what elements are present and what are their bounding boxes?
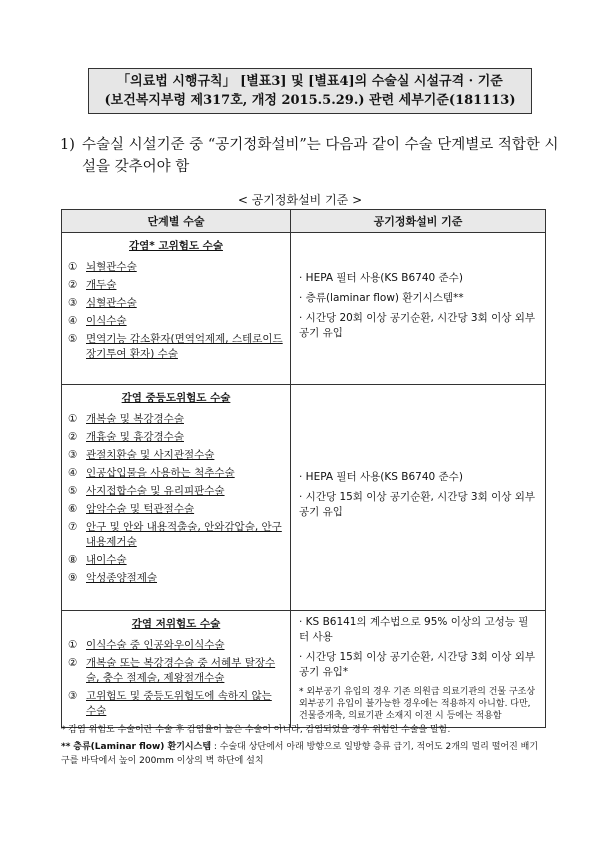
standard-line: · HEPA 필터 사용(KS B6740 준수) <box>299 272 463 284</box>
list-item <box>68 314 284 329</box>
standard-line: · KS B6141의 계수법으로 95% 이상의 고성능 필터 사용 <box>299 616 529 643</box>
item-number: ⑤ <box>68 333 78 345</box>
item-text: 관절치환술 및 사지관절수술 <box>86 449 215 461</box>
title-line-1: 「의료법 시행규칙」 [별표3] 및 [별표4]의 수술실 시설규격 · 기준 <box>117 74 503 89</box>
item-number: ③ <box>68 297 78 309</box>
list-item <box>68 466 284 481</box>
standard-line: · HEPA 필터 사용(KS B6740 준수) <box>299 471 463 483</box>
item-number: ⑨ <box>68 572 78 584</box>
list-item <box>68 553 284 568</box>
risk-group-title: 감염* 고위험도 수술 <box>129 240 223 252</box>
item-text: 개복술 또는 복강경수술 중 서혜부 탈장수술, 충수 절제술, 제왕절개수술 <box>86 657 276 684</box>
list-item <box>68 296 284 311</box>
table-caption: < 공기정화설비 기준 > <box>237 193 363 207</box>
item-text: 이식수술 중 인공와우이식수술 <box>86 639 225 651</box>
item-number: ⑥ <box>68 503 78 515</box>
header-surgery-stage: 단계별 수술 <box>62 210 291 233</box>
list-item <box>68 638 284 653</box>
surgery-group-cell <box>62 233 291 385</box>
footnote-1 <box>61 723 545 737</box>
air-purification-table <box>61 209 546 728</box>
standard-cell <box>291 233 546 385</box>
intro-number: 1) <box>60 137 75 153</box>
item-number: ④ <box>68 467 78 479</box>
item-number: ② <box>68 279 78 291</box>
table-row <box>62 233 546 385</box>
list-item <box>68 430 284 445</box>
standard-cell <box>291 611 546 728</box>
list-item <box>68 412 284 427</box>
list-item <box>68 448 284 463</box>
surgery-list <box>62 412 290 593</box>
item-text: 암악수술 및 턱관절수술 <box>86 503 195 515</box>
item-number: ③ <box>68 449 78 461</box>
standard-cell <box>291 385 546 611</box>
footnote-1-mark: * <box>61 725 66 735</box>
standard-line: · 층류(laminar flow) 환기시스템** <box>299 292 464 304</box>
table-row <box>62 611 546 728</box>
table-header-row <box>62 210 546 233</box>
item-text: 내이수술 <box>86 554 127 566</box>
item-number: ① <box>68 639 78 651</box>
item-number: ⑦ <box>68 521 78 533</box>
list-item <box>68 689 284 719</box>
footnotes <box>61 723 545 771</box>
surgery-group-cell <box>62 385 291 611</box>
risk-group-title: 감염 저위험도 수술 <box>131 618 221 630</box>
item-text: 심혈관수술 <box>86 297 137 309</box>
item-text: 인공삽입물을 사용하는 척추수술 <box>86 467 235 479</box>
item-text: 개복술 및 복강경수술 <box>86 413 184 425</box>
item-number: ③ <box>68 690 78 702</box>
item-text: 이식수술 <box>86 315 127 327</box>
item-number: ② <box>68 431 78 443</box>
standard-note: * 외부공기 유입의 경우 기존 의원급 의료기관의 건물 구조상 외부공기 유입이 불가능한 경우에는 적용하지 아니함. 다만, 건물증개축, 의료기관 소재지 이전 시 등에는 적용함 <box>299 687 536 721</box>
list-item <box>68 332 284 362</box>
standard-line: · 시간당 15회 이상 공기순환, 시간당 3회 이상 외부공기 유입* <box>299 651 535 678</box>
surgery-list <box>62 638 290 726</box>
item-number: ⑧ <box>68 554 78 566</box>
item-text: 개두술 <box>86 279 117 291</box>
footnote-2-mark: ** <box>61 742 71 752</box>
surgery-list <box>62 260 290 369</box>
footnote-1-text: 감염 위험도 수술이란 수술 후 감염율이 높은 수술이 아니라, 감염되었을 경우 위험인 수술을 말함. <box>68 725 451 735</box>
item-number: ④ <box>68 315 78 327</box>
list-item <box>68 520 284 550</box>
intro-text: 수술실 시설기준 중 “공기정화설비”는 다음과 같이 수술 단계별로 적합한 시설을 갖추어야 함 <box>82 137 559 175</box>
item-number: ⑤ <box>68 485 78 497</box>
footnote-2-text: : 수술대 상단에서 아래 방향으로 일방향 층류 급기, 적어도 2개의 멀리 떨어진 배기구를 바닥에서 높이 200mm 이상의 벽 하단에 설치 <box>61 742 539 766</box>
item-text: 뇌혈관수술 <box>86 261 137 273</box>
intro-paragraph <box>60 134 560 178</box>
list-item <box>68 571 284 586</box>
item-text: 안구 및 안와 내용적출술, 안와감압술, 안구내용제거술 <box>86 521 282 548</box>
item-text: 고위험도 및 중등도위험도에 속하지 않는 수술 <box>86 690 272 717</box>
footnote-2 <box>61 740 545 768</box>
title-line-2: (보건복지부령 제317호, 개정 2015.5.29.) 관련 세부기준(181113) <box>104 93 516 108</box>
list-item <box>68 656 284 686</box>
item-number: ① <box>68 261 78 273</box>
list-item <box>68 502 284 517</box>
surgery-group-cell <box>62 611 291 728</box>
risk-group-title: 감염 중등도위험도 수술 <box>121 392 231 404</box>
list-item <box>68 278 284 293</box>
item-text: 사지접합수술 및 유리피판수술 <box>86 485 225 497</box>
table-row <box>62 385 546 611</box>
item-number: ① <box>68 413 78 425</box>
item-text: 면역기능 감소환자(면역억제제, 스테로이드 장기투여 환자) 수술 <box>86 333 283 360</box>
list-item <box>68 484 284 499</box>
item-number: ② <box>68 657 78 669</box>
footnote-2-bold: 층류(Laminar flow) 환기시스템 <box>73 742 212 752</box>
item-text: 개흉술 및 흉강경수술 <box>86 431 184 443</box>
standard-line: · 시간당 15회 이상 공기순환, 시간당 3회 이상 외부공기 유입 <box>299 491 535 518</box>
item-text: 악성종양절제술 <box>86 572 158 584</box>
list-item <box>68 260 284 275</box>
standard-line: · 시간당 20회 이상 공기순환, 시간당 3회 이상 외부공기 유입 <box>299 312 535 339</box>
document-title-box <box>88 68 532 114</box>
header-air-standard: 공기정화설비 기준 <box>291 210 546 233</box>
